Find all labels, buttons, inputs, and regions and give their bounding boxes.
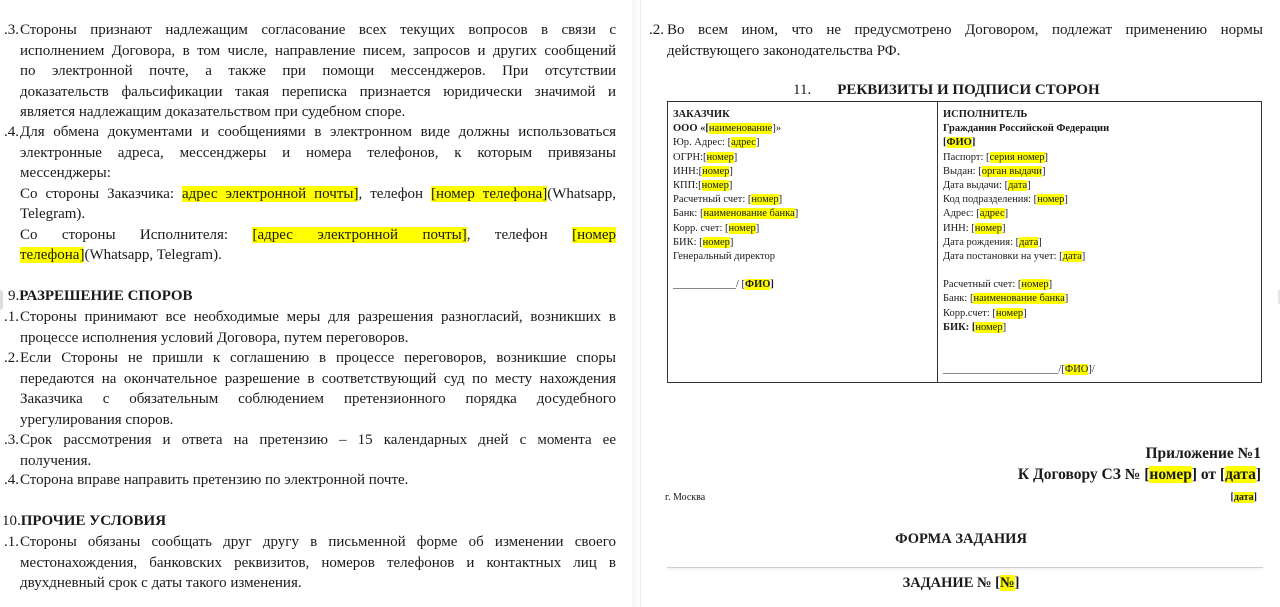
placeholder: адрес bbox=[731, 137, 756, 149]
label: ] bbox=[1004, 208, 1009, 220]
customer-position: Генеральный директор bbox=[673, 251, 775, 263]
label: ] bbox=[728, 180, 733, 192]
text-line: Если Стороны не пришли к соглашению в процессе переговоров, возникшие споры bbox=[20, 350, 616, 366]
label: Паспорт: [ bbox=[943, 151, 990, 163]
label: ] bbox=[755, 222, 760, 234]
section-title: РАЗРЕШЕНИЕ СПОРОВ bbox=[19, 288, 193, 304]
requisite-row bbox=[943, 292, 1256, 306]
label: Со стороны Заказчика: bbox=[20, 185, 183, 202]
placeholder: номер bbox=[1037, 194, 1065, 206]
label: Расчетный счет: [ bbox=[673, 194, 752, 206]
signature-line: ____________/ [ bbox=[673, 279, 746, 291]
text-line: Во всем ином, что не предусмотрено Договором, подлежат применению нормы bbox=[667, 22, 1263, 38]
clause-number: .2. bbox=[4, 350, 19, 366]
text-line: по электронной почте, а также при помощи мессенджеров. При отсутствии bbox=[20, 63, 616, 79]
requisite-row bbox=[943, 207, 1256, 221]
label: БИК: [ bbox=[943, 321, 976, 333]
placeholder-email: адрес электронной почты] bbox=[182, 185, 359, 202]
text-line: передаются на окончательное разрешение в соответствующий суд по месту нахождения bbox=[20, 370, 616, 387]
placeholder: номер bbox=[975, 321, 1003, 333]
placeholder: номер bbox=[702, 165, 730, 177]
clause-9-1 bbox=[20, 307, 616, 348]
label: ] bbox=[733, 151, 738, 163]
text-line: Сторона вправе направить претензию по электронной почте. bbox=[20, 472, 409, 488]
label: , телефон bbox=[466, 226, 573, 243]
label: (Whatsapp, bbox=[547, 185, 616, 202]
text-line: Заказчика с обязательным соблюдением претензионного порядка досудебного bbox=[20, 391, 616, 407]
text-line: является надлежащим доказательством при судебном споре. bbox=[20, 104, 406, 120]
requisite-row bbox=[673, 151, 932, 165]
requisite-row bbox=[943, 321, 1256, 335]
document-page-left bbox=[0, 0, 632, 607]
contractor-heading: ИСПОЛНИТЕЛЬ bbox=[943, 109, 1028, 120]
label: ] bbox=[770, 279, 774, 291]
placeholder: адрес bbox=[979, 208, 1005, 220]
clause-number: .1. bbox=[4, 309, 19, 325]
clause-10-2 bbox=[667, 20, 1263, 61]
placeholder: номер bbox=[1149, 466, 1192, 483]
clause-number: .3. bbox=[4, 22, 19, 38]
label: ] bbox=[1064, 293, 1069, 305]
requisite-row bbox=[943, 278, 1256, 292]
label: ] bbox=[729, 165, 733, 177]
clause-number: .2. bbox=[649, 22, 664, 38]
placeholder-phone: [номер bbox=[572, 226, 616, 243]
label: Выдан: [ bbox=[943, 165, 982, 177]
label: Код подразделения: [ bbox=[943, 194, 1038, 206]
task-title bbox=[641, 575, 1280, 592]
placeholder: номер bbox=[1021, 279, 1049, 291]
clause-8-4 bbox=[20, 122, 616, 266]
text-line: Стороны принимают все необходимые меры для разрешения разногласий, возникших в bbox=[20, 309, 616, 325]
clause-number: .1. bbox=[4, 534, 19, 550]
document-page-right bbox=[640, 0, 1280, 607]
appendix-contract-ref bbox=[1018, 466, 1261, 484]
placeholder: дата bbox=[1062, 251, 1082, 263]
label: К Договору СЗ № [ bbox=[1017, 466, 1150, 483]
requisite-row bbox=[673, 236, 932, 250]
placeholder: номер bbox=[701, 180, 729, 192]
spacer bbox=[943, 335, 1256, 349]
requisites-table bbox=[667, 101, 1262, 383]
requisite-row bbox=[673, 207, 932, 221]
clause-number: .3. bbox=[4, 432, 19, 448]
text-line: мессенджеры: bbox=[20, 165, 111, 181]
placeholder: номер bbox=[974, 222, 1003, 234]
appendix-title: Приложение №1 bbox=[1145, 445, 1261, 462]
placeholder: орган выдачи bbox=[981, 165, 1042, 177]
label: ] bbox=[1048, 279, 1053, 291]
label: Адрес: [ bbox=[943, 208, 980, 220]
customer-contacts-line bbox=[20, 184, 616, 205]
label: Дата рождения: [ bbox=[943, 236, 1020, 248]
clause-9-4 bbox=[20, 470, 616, 491]
clause-number: .4. bbox=[4, 472, 19, 488]
placeholder: дата bbox=[1233, 492, 1254, 503]
section-title: ПРОЧИЕ УСЛОВИЯ bbox=[20, 513, 167, 529]
placeholder-phone: телефона] bbox=[20, 247, 85, 263]
clause-8-3 bbox=[20, 20, 616, 123]
requisite-row bbox=[943, 307, 1256, 321]
requisite-row bbox=[673, 222, 932, 236]
placeholder: серия номер bbox=[989, 151, 1045, 163]
contractor-name: [ФИО] bbox=[943, 137, 976, 149]
spacer bbox=[943, 349, 1256, 363]
label: Дата выдачи: [ bbox=[943, 180, 1009, 192]
text-line: Срок рассмотрения и ответа на претензию – 15 календарных дней с момента ее bbox=[20, 432, 616, 448]
label: ] bbox=[1023, 307, 1027, 319]
label: (Whatsapp, Telegram). bbox=[84, 247, 222, 263]
label: ] bbox=[1044, 151, 1049, 163]
section-number: 9. bbox=[8, 288, 20, 304]
label: Со стороны Исполнителя: bbox=[20, 226, 253, 243]
placeholder: номер bbox=[702, 236, 730, 248]
section-heading-10 bbox=[2, 511, 166, 531]
label: Банк: [ bbox=[673, 208, 704, 220]
label: ] bbox=[755, 137, 760, 149]
label: ] bbox=[794, 208, 799, 220]
label: ] bbox=[1064, 194, 1068, 206]
text-line: местонахождения, банковских реквизитов, номеров телефонов и контактных лиц в bbox=[20, 554, 616, 571]
label: БИК: [ bbox=[673, 236, 703, 248]
placeholder: номер bbox=[751, 194, 779, 206]
requisite-row bbox=[943, 179, 1256, 193]
placeholder-email: [адрес электронной почты] bbox=[252, 226, 467, 243]
requisite-row bbox=[943, 193, 1256, 207]
contractor-column bbox=[938, 102, 1261, 382]
label: ] bbox=[1038, 236, 1042, 248]
label: ] bbox=[1027, 180, 1031, 192]
placeholder: номер bbox=[728, 222, 756, 234]
placeholder: № bbox=[1000, 575, 1015, 591]
spacer bbox=[943, 264, 1256, 278]
label: Банк: [ bbox=[943, 293, 974, 305]
text-line: Для обмена документами и сообщениями в электронном виде должны использоваться bbox=[20, 124, 616, 140]
text-line: Стороны признают надлежащим согласование всех текущих вопросов в связи с bbox=[20, 22, 616, 38]
label: Корр. счет: [ bbox=[673, 222, 729, 234]
clause-number: .4. bbox=[4, 124, 19, 140]
customer-signature bbox=[673, 278, 932, 292]
contractor-subheading: Гражданин Российской Федерации bbox=[943, 123, 1110, 135]
label: , телефон bbox=[358, 185, 431, 202]
label: ]» bbox=[772, 123, 782, 135]
requisite-row bbox=[943, 222, 1256, 236]
label: ] bbox=[1002, 222, 1006, 234]
horizontal-rule bbox=[667, 567, 1263, 568]
label: Дата постановки на учет: [ bbox=[943, 251, 1063, 263]
label: ] от [ bbox=[1191, 466, 1226, 483]
requisite-row bbox=[943, 250, 1256, 264]
label: ОГРН:[ bbox=[673, 151, 707, 163]
placeholder: дата bbox=[1008, 180, 1028, 192]
spacer bbox=[673, 264, 932, 278]
text-line: доказательств фальсификации такая переписка признается юридически значимой и bbox=[20, 83, 616, 100]
date-field: [дата] bbox=[1230, 492, 1257, 503]
customer-column bbox=[668, 102, 938, 382]
label: ] bbox=[778, 194, 783, 206]
label: ЗАДАНИЕ № [ bbox=[902, 575, 1001, 591]
label: ] bbox=[1014, 575, 1020, 591]
label: ООО «[ bbox=[673, 123, 709, 135]
label: КПП:[ bbox=[673, 180, 702, 192]
text-line bbox=[20, 245, 616, 266]
placeholder: номер bbox=[706, 151, 734, 163]
customer-heading: ЗАКАЗЧИК bbox=[673, 109, 730, 120]
text-line: процессе исполнения условий Договора, путем переговоров. bbox=[20, 329, 409, 346]
text-line: Telegram). bbox=[20, 206, 86, 222]
section-title: РЕКВИЗИТЫ И ПОДПИСИ СТОРОН bbox=[837, 82, 1100, 98]
placeholder: наименование банка bbox=[703, 208, 795, 220]
form-title: ФОРМА ЗАДАНИЯ bbox=[895, 531, 1027, 547]
label: ИНН:[ bbox=[673, 165, 703, 177]
label: ] bbox=[1002, 321, 1007, 333]
requisite-row bbox=[943, 151, 1256, 165]
label: Корр.счет: [ bbox=[943, 307, 996, 319]
requisite-row bbox=[673, 193, 932, 207]
page-divider bbox=[632, 0, 640, 607]
placeholder: номер bbox=[995, 307, 1024, 319]
text-line: урегулирования споров. bbox=[20, 411, 174, 428]
page-edge-marker bbox=[0, 290, 3, 310]
requisite-row bbox=[943, 236, 1256, 250]
text-line: Стороны обязаны сообщать друг другу в письменной форме об изменении своего bbox=[20, 534, 616, 550]
placeholder-phone: [номер телефона] bbox=[430, 185, 548, 202]
label: ] bbox=[1041, 165, 1046, 177]
label: ] bbox=[1081, 251, 1086, 263]
clause-9-3 bbox=[20, 430, 616, 471]
text-line: действующего законодательства РФ. bbox=[667, 42, 901, 59]
city-label: г. Москва bbox=[665, 492, 706, 503]
placeholder: ФИО bbox=[946, 137, 972, 149]
requisite-row bbox=[673, 165, 932, 179]
label: ] bbox=[1255, 466, 1261, 483]
placeholder: наименование банка bbox=[973, 293, 1065, 305]
placeholder: дата bbox=[1019, 236, 1039, 248]
text-line: электронные адреса, мессенджеры и номера телефонов, к которым привязаны bbox=[20, 144, 616, 161]
placeholder: наименование bbox=[708, 123, 773, 135]
section-number: 11. bbox=[793, 82, 812, 98]
clause-9-2 bbox=[20, 348, 616, 430]
contractor-contacts-line bbox=[20, 225, 616, 246]
label: Расчетный счет: [ bbox=[943, 279, 1022, 291]
label: ]/ bbox=[1088, 364, 1095, 376]
text-line: двухдневный срок с даты такого изменения. bbox=[20, 575, 302, 591]
clause-10-1 bbox=[20, 532, 616, 594]
section-heading-11 bbox=[793, 82, 1100, 99]
text-line: получения. bbox=[20, 452, 92, 469]
placeholder: ФИО bbox=[1064, 364, 1089, 376]
text-line: исполнением Договора, в том числе, направление писем, запросов и других сообщений bbox=[20, 42, 616, 59]
label: Юр. Адрес: [ bbox=[673, 137, 732, 149]
placeholder: дата bbox=[1225, 466, 1256, 483]
requisite-row bbox=[673, 179, 932, 193]
section-heading-9 bbox=[8, 286, 193, 306]
requisite-row bbox=[943, 165, 1256, 179]
label: ИНН: [ bbox=[943, 222, 975, 234]
contractor-signature bbox=[943, 363, 1256, 377]
placeholder: ФИО bbox=[745, 279, 771, 291]
section-number: 10. bbox=[2, 513, 21, 529]
customer-org bbox=[673, 122, 932, 136]
signature-line: ______________________/[ bbox=[943, 364, 1065, 376]
requisite-row bbox=[673, 136, 932, 150]
label: ] bbox=[729, 236, 734, 248]
